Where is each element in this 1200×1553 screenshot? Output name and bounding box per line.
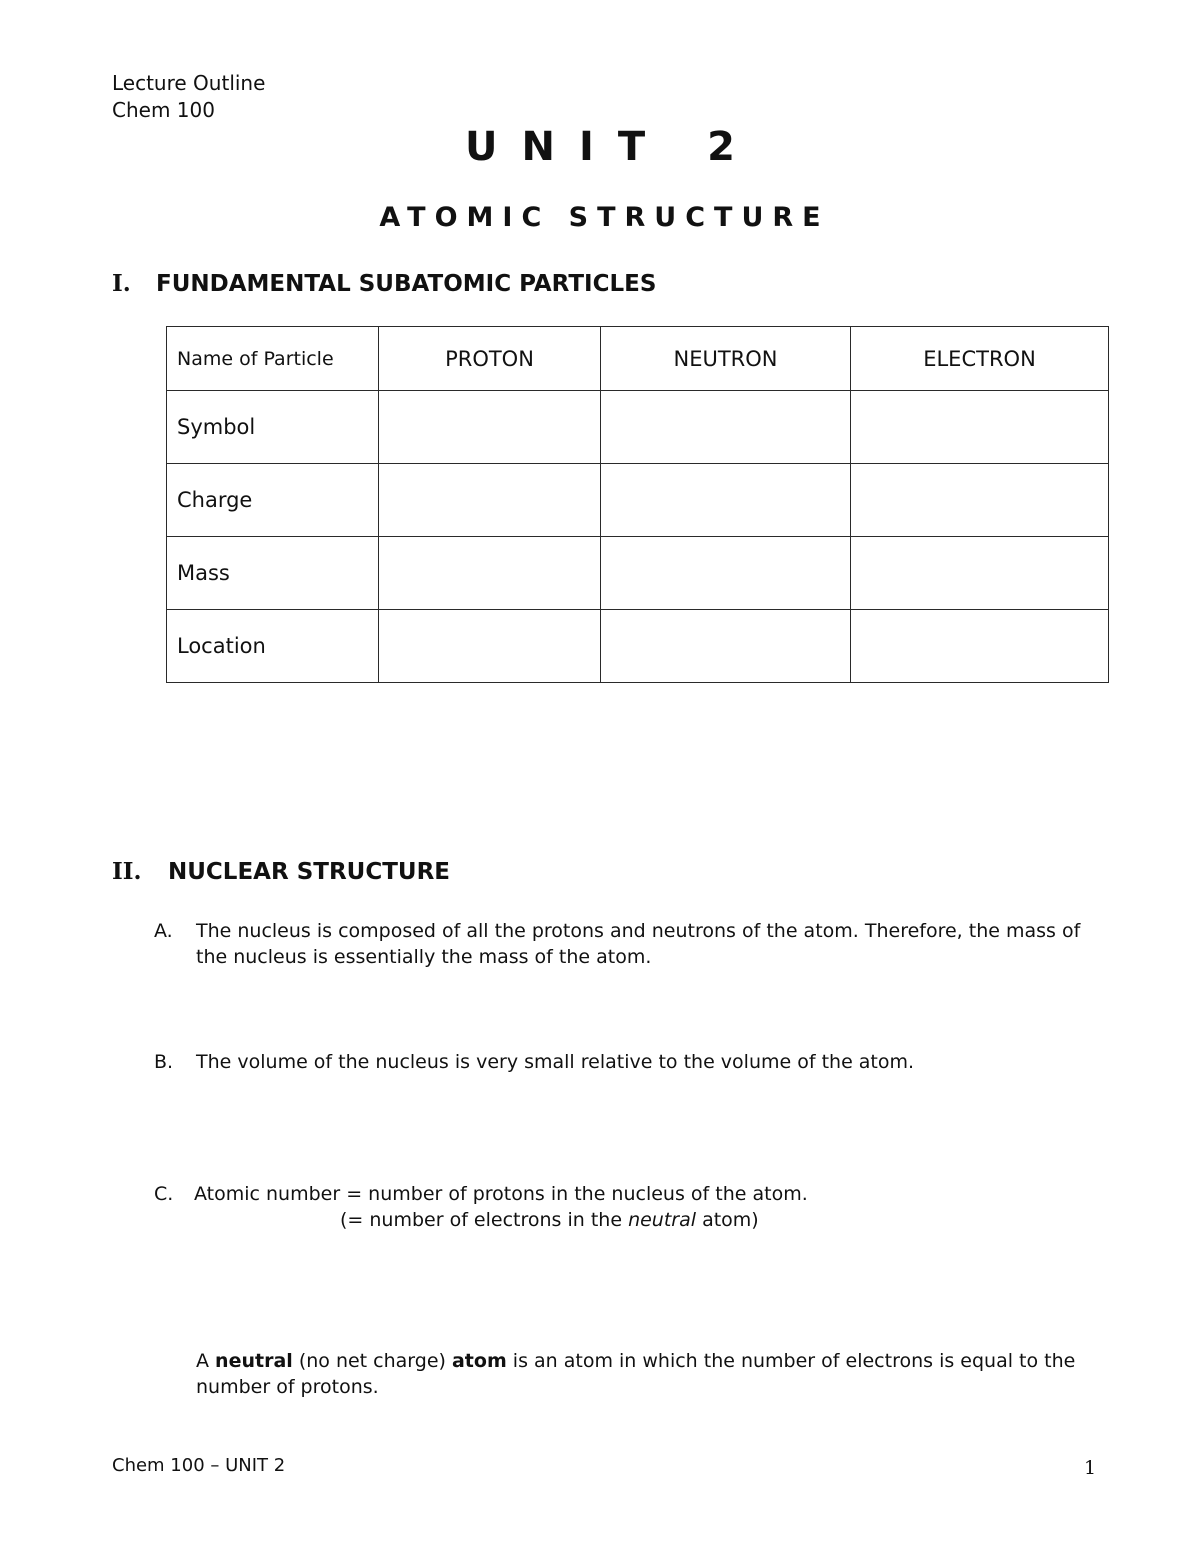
item-letter: A. bbox=[154, 920, 173, 942]
column-header-neutron: NEUTRON bbox=[601, 327, 851, 391]
table-cell-blank bbox=[379, 464, 601, 537]
table-row-symbol bbox=[167, 391, 1109, 464]
page-number: 1 bbox=[1084, 1457, 1097, 1479]
item-letter: B. bbox=[154, 1051, 174, 1073]
item-text-line: the nucleus is essentially the mass of the atom. bbox=[196, 946, 652, 968]
definition-line: number of protons. bbox=[196, 1376, 379, 1398]
table-cell-blank bbox=[379, 391, 601, 464]
header-line-course: Chem 100 bbox=[112, 98, 215, 122]
item-text bbox=[196, 918, 1080, 970]
table-cell-blank bbox=[851, 391, 1109, 464]
table-row-location bbox=[167, 610, 1109, 683]
section-heading-nuclear-structure bbox=[112, 858, 450, 885]
table-row-charge bbox=[167, 464, 1109, 537]
definition-text: is an atom in which the number of electrons is equal to the bbox=[506, 1350, 1076, 1372]
table-cell-blank bbox=[601, 391, 851, 464]
item-text-line: Atomic number = number of protons in the nucleus of the atom. bbox=[194, 1183, 808, 1205]
definition-term-neutral: neutral bbox=[215, 1350, 293, 1372]
table-cell-blank bbox=[601, 610, 851, 683]
row-label-mass: Mass bbox=[167, 537, 379, 610]
section-numeral: I. bbox=[112, 270, 131, 297]
definition-text: A bbox=[196, 1350, 216, 1372]
note-emphasis: neutral bbox=[628, 1209, 697, 1231]
table-cell-blank bbox=[851, 537, 1109, 610]
table-cell-blank bbox=[851, 464, 1109, 537]
table-header-row bbox=[167, 327, 1109, 391]
section-numeral: II. bbox=[112, 858, 142, 885]
table-cell-blank bbox=[601, 464, 851, 537]
table-cell-blank bbox=[851, 610, 1109, 683]
header-line-lecture-outline: Lecture Outline bbox=[112, 71, 266, 95]
section-title: FUNDAMENTAL SUBATOMIC PARTICLES bbox=[156, 271, 657, 297]
row-label-charge: Charge bbox=[167, 464, 379, 537]
item-text bbox=[196, 1049, 914, 1075]
note-text: (= number of electrons in the bbox=[340, 1209, 629, 1231]
table-cell-blank bbox=[601, 537, 851, 610]
table-cell-blank bbox=[379, 610, 601, 683]
row-label-symbol: Symbol bbox=[167, 391, 379, 464]
definition-text: (no net charge) bbox=[292, 1350, 452, 1372]
definition-line bbox=[196, 1348, 1075, 1374]
row-label-location: Location bbox=[167, 610, 379, 683]
atomic-number-note bbox=[340, 1207, 759, 1233]
footer-course-label: Chem 100 – UNIT 2 bbox=[112, 1455, 286, 1476]
unit-subtitle: ATOMIC STRUCTURE bbox=[379, 202, 830, 233]
column-header-proton: PROTON bbox=[379, 327, 601, 391]
note-text: atom) bbox=[696, 1209, 759, 1231]
item-text bbox=[194, 1181, 808, 1207]
table-corner-header: Name of Particle bbox=[167, 327, 379, 391]
item-letter: C. bbox=[154, 1183, 174, 1205]
section-heading-fundamental-particles bbox=[112, 270, 656, 297]
neutral-atom-definition bbox=[196, 1348, 1075, 1400]
definition-term-atom: atom bbox=[451, 1350, 507, 1372]
item-text-line: The volume of the nucleus is very small relative to the volume of the atom. bbox=[196, 1051, 915, 1073]
item-text-line: The nucleus is composed of all the protons and neutrons of the atom. Therefore, the mass of bbox=[196, 920, 1081, 942]
column-header-electron: ELECTRON bbox=[851, 327, 1109, 391]
table-row-mass bbox=[167, 537, 1109, 610]
subatomic-particles-table bbox=[166, 326, 1109, 683]
document-header bbox=[112, 70, 265, 124]
section-title: NUCLEAR STRUCTURE bbox=[168, 859, 450, 885]
unit-title: UNIT 2 bbox=[465, 124, 759, 170]
table-cell-blank bbox=[379, 537, 601, 610]
